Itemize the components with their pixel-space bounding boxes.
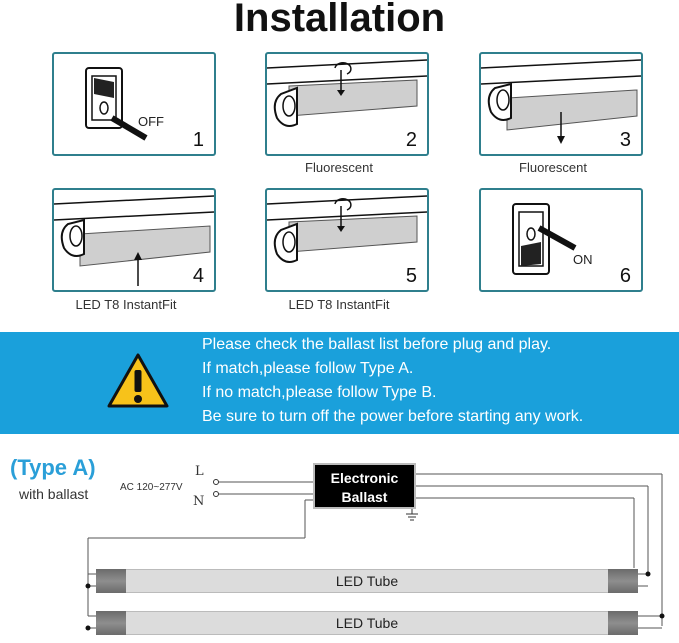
line-label: L [195, 464, 204, 479]
fixture-twist-illustration [267, 54, 427, 154]
switch-state-label: ON [573, 252, 593, 267]
switch-on-illustration [481, 190, 641, 290]
step-5-panel [265, 188, 429, 292]
switch-off-illustration [54, 54, 214, 154]
step-6-panel [479, 188, 643, 292]
step-4-panel [52, 188, 216, 292]
step-number: 3 [619, 129, 631, 151]
step-4-caption: LED T8 InstantFit [75, 297, 177, 312]
page-title: Installation [233, 0, 446, 40]
warning-banner [0, 332, 679, 434]
step-3-caption: Fluorescent [519, 160, 587, 175]
tube-end-cap [608, 569, 638, 593]
led-tube-1 [96, 569, 638, 593]
electronic-ballast [313, 463, 416, 509]
step-2-panel [265, 52, 429, 156]
step-2-caption: Fluorescent [305, 160, 373, 175]
step-number: 1 [192, 129, 204, 151]
voltage-label: AC 120~277V [120, 482, 183, 493]
warning-icon [106, 352, 170, 410]
banner-line-2: If match,please follow Type A. [202, 360, 414, 377]
tube-label: LED Tube [126, 611, 608, 635]
step-number: 5 [405, 265, 417, 287]
tube-end-cap [96, 611, 126, 635]
ballast-label-1: Electronic [330, 470, 399, 486]
step-3-panel [479, 52, 643, 156]
led-twist-illustration [267, 190, 427, 290]
tube-end-cap [608, 611, 638, 635]
led-insert-illustration [54, 190, 214, 290]
banner-line-3: If no match,please follow Type B. [202, 384, 437, 401]
led-tube-2 [96, 611, 638, 635]
wiring-subtitle: with ballast [19, 486, 89, 502]
step-5-caption: LED T8 InstantFit [288, 297, 390, 312]
banner-line-1: Please check the ballast list before plug and play. [202, 336, 552, 353]
tube-end-cap [96, 569, 126, 593]
switch-state-label: OFF [138, 114, 164, 129]
step-number: 2 [405, 129, 417, 151]
step-number: 6 [619, 265, 631, 287]
step-number: 4 [192, 265, 204, 287]
ground-icon [406, 509, 418, 520]
fixture-remove-illustration [481, 54, 641, 154]
tube-label: LED Tube [126, 569, 608, 593]
wiring-type-label: (Type A) [10, 455, 96, 480]
banner-line-4: Be sure to turn off the power before starting any work. [202, 408, 584, 425]
neutral-label: N [193, 494, 205, 509]
ballast-label-2: Ballast [341, 489, 388, 505]
step-1-panel [52, 52, 216, 156]
